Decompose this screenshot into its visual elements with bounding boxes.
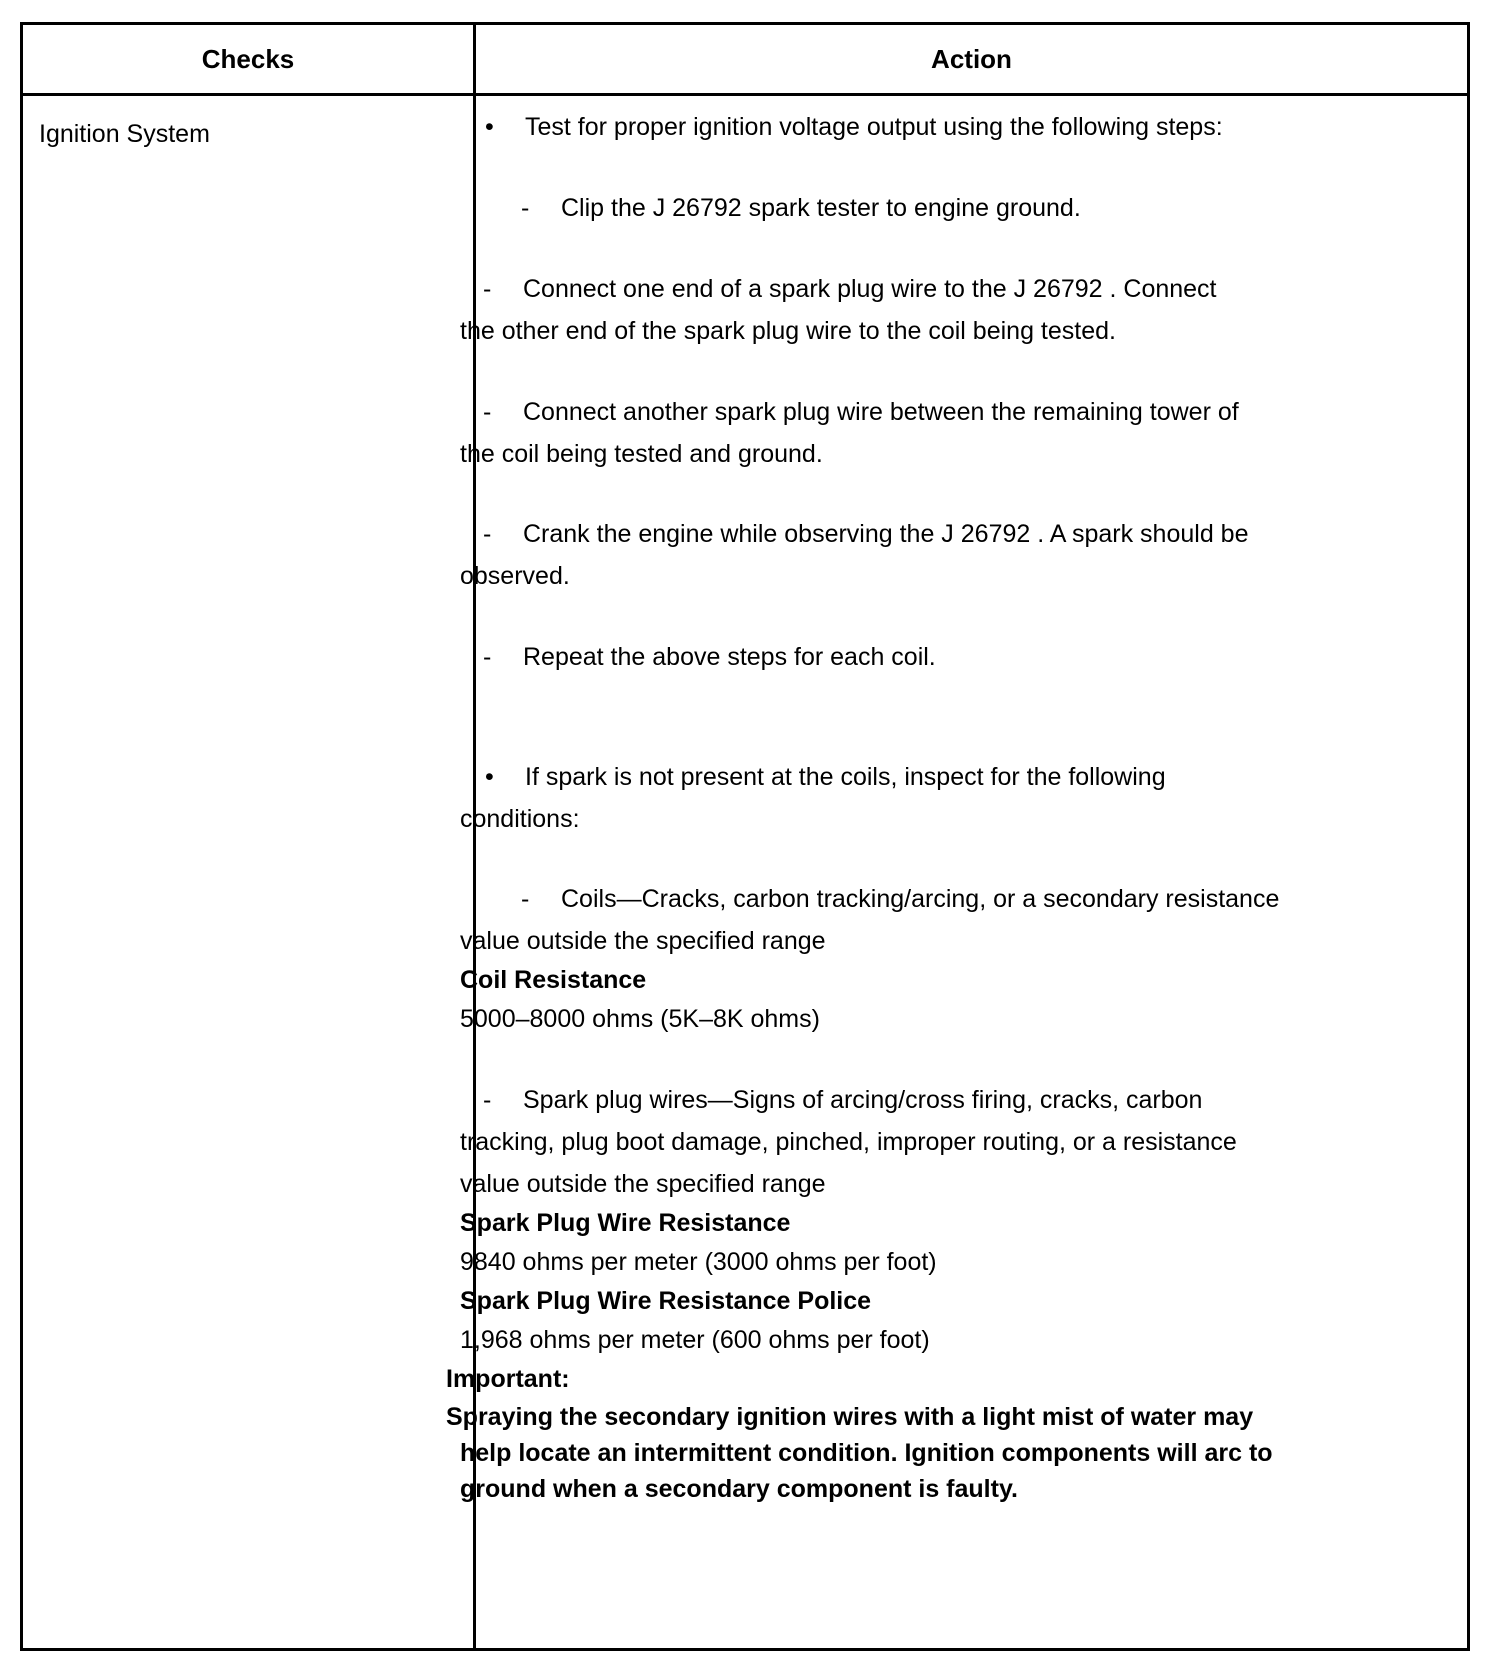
- wires-line2: tracking, plug boot damage, pinched, improper routing, or a resistance: [460, 1128, 1237, 1156]
- coil-resistance-value: 5000–8000 ohms (5K–8K ohms): [460, 1005, 820, 1033]
- wires-line1: - Spark plug wires—Signs of arcing/cross firing, cracks, carbon: [483, 1078, 1202, 1123]
- header-action: Action: [931, 44, 1012, 74]
- bullet-icon: •: [485, 763, 494, 791]
- wire-resistance-value: 9840 ohms per meter (3000 ohms per foot): [460, 1248, 937, 1276]
- coils-line2: value outside the specified range: [460, 927, 826, 955]
- step-another-wire-line1: - Connect another spark plug wire between the remaining tower of: [483, 390, 1239, 435]
- wire-resistance-police-label: Spark Plug Wire Resistance Police: [460, 1287, 872, 1315]
- dash-icon: -: [483, 398, 492, 426]
- action-bullet-1: • Test for proper ignition voltage output using the following steps:: [485, 105, 1223, 150]
- check-ignition-system: Ignition System: [39, 120, 210, 148]
- step-connect-wire-line2: the other end of the spark plug wire to the coil being tested.: [460, 317, 1116, 345]
- step-repeat: - Repeat the above steps for each coil.: [483, 635, 936, 680]
- important-line3: ground when a secondary component is faulty.: [460, 1475, 1018, 1503]
- important-line1: Spraying the secondary ignition wires with a light mist of water may: [446, 1403, 1254, 1431]
- step-crank-line2: observed.: [460, 562, 570, 590]
- action-bullet-2-line1: • If spark is not present at the coils, inspect for the following: [485, 755, 1166, 800]
- step-connect-wire-line1: - Connect one end of a spark plug wire to the J 26792 . Connect: [483, 267, 1217, 312]
- coils-line1: - Coils—Cracks, carbon tracking/arcing, or a secondary resistance: [521, 877, 1279, 922]
- important-line2: help locate an intermittent condition. Ignition components will arc to: [460, 1439, 1273, 1467]
- dash-icon: -: [483, 275, 492, 303]
- step-clip-tester: - Clip the J 26792 spark tester to engine ground.: [521, 186, 1081, 231]
- dash-icon: -: [483, 643, 492, 671]
- header-divider: [23, 93, 1467, 96]
- step-crank-line1: - Crank the engine while observing the J 26792 . A spark should be: [483, 512, 1248, 557]
- dash-icon: -: [483, 1086, 492, 1114]
- wires-line3: value outside the specified range: [460, 1170, 826, 1198]
- wire-resistance-police-value: 1,968 ohms per meter (600 ohms per foot): [460, 1326, 930, 1354]
- step-another-wire-line2: the coil being tested and ground.: [460, 440, 823, 468]
- dash-icon: -: [521, 885, 530, 913]
- dash-icon: -: [483, 520, 492, 548]
- important-label: Important:: [446, 1365, 570, 1393]
- coil-resistance-label: Coil Resistance: [460, 966, 647, 994]
- bullet-icon: •: [485, 113, 494, 141]
- action-bullet-2-line2: conditions:: [460, 805, 580, 833]
- wire-resistance-label: Spark Plug Wire Resistance: [460, 1209, 791, 1237]
- dash-icon: -: [521, 194, 530, 222]
- header-checks: Checks: [201, 44, 295, 74]
- checks-action-table: [20, 22, 1470, 1651]
